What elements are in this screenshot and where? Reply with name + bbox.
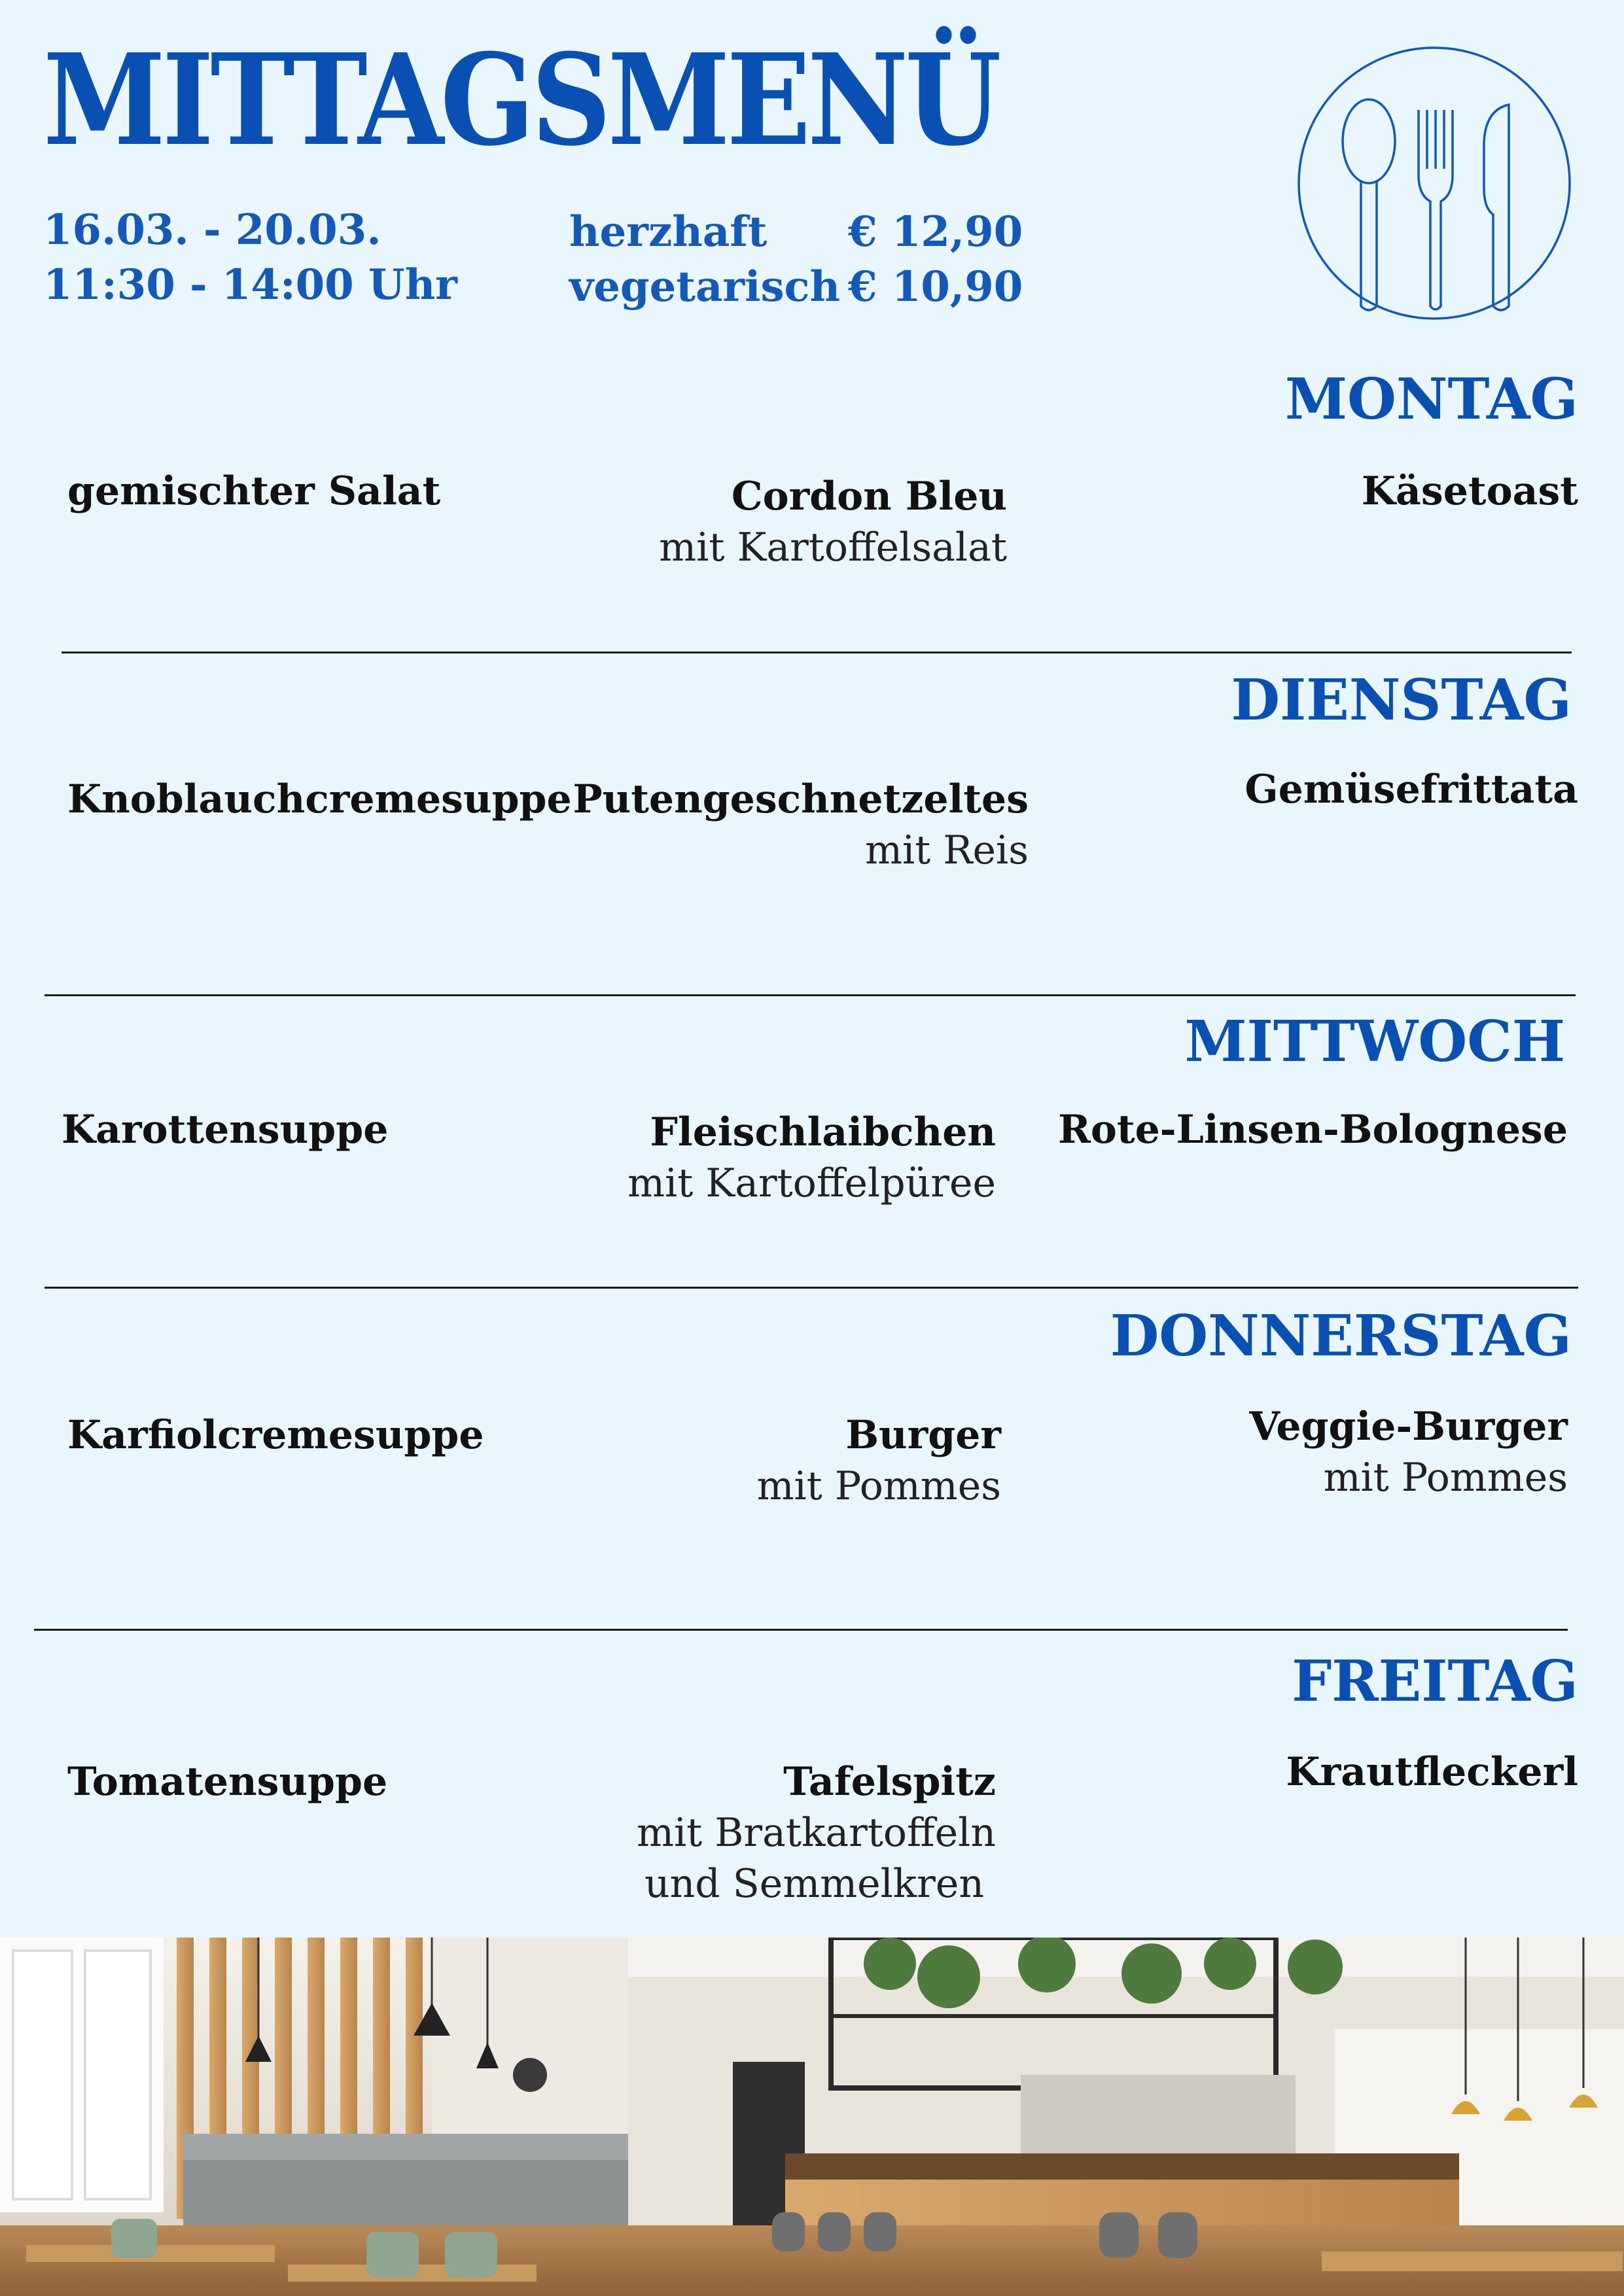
price-label-vegetarian: vegetarisch	[569, 262, 840, 311]
soup-thursday: Karfiolcremesuppe	[67, 1412, 484, 1458]
date-range: 16.03. - 20.03.	[43, 205, 381, 254]
price-label-hearty: herzhaft	[569, 207, 768, 256]
divider	[44, 1287, 1578, 1289]
main-dish-side: mit Pommes	[756, 1463, 1001, 1509]
soup-monday: gemischter Salat	[67, 468, 441, 514]
soup-wednesday: Karottensuppe	[62, 1107, 389, 1153]
main-dish-friday	[637, 1756, 996, 1909]
day-heading-thursday: DONNERSTAG	[1110, 1303, 1572, 1369]
main-dish-name: Cordon Bleu	[731, 474, 1007, 519]
veg-dish-monday: Käsetoast	[1361, 468, 1578, 514]
main-dish-side: mit Reis	[865, 827, 1029, 873]
main-dish-monday	[659, 471, 1007, 573]
veg-dish-tuesday: Gemüsefrittata	[1244, 767, 1578, 812]
veg-dish-friday: Krautfleckerl	[1286, 1749, 1578, 1795]
veg-dish-thursday	[1249, 1401, 1568, 1503]
price-labels	[569, 205, 840, 315]
main-dish-name: Putengeschnetzeltes	[573, 776, 1029, 822]
price-values	[848, 205, 1023, 315]
date-time-block	[43, 203, 457, 313]
day-heading-wednesday: MITTWOCH	[1184, 1009, 1565, 1075]
main-dish-name: Burger	[845, 1412, 1001, 1458]
divider	[34, 1629, 1568, 1631]
main-dish-name: Fleischlaibchen	[650, 1109, 996, 1155]
price-value-hearty: € 12,90	[848, 207, 1023, 256]
day-heading-monday: MONTAG	[1284, 366, 1578, 432]
day-heading-friday: FREITAG	[1292, 1648, 1578, 1714]
veg-dish-name: Veggie-Burger	[1249, 1404, 1568, 1450]
price-value-vegetarian: € 10,90	[848, 262, 1023, 311]
opening-hours: 11:30 - 14:00 Uhr	[43, 260, 457, 309]
main-dish-tuesday	[573, 774, 1029, 876]
veg-dish-wednesday: Rote-Linsen-Bolognese	[1057, 1107, 1568, 1153]
main-dish-side: und Semmelkren	[644, 1861, 984, 1907]
divider	[44, 994, 1576, 996]
main-dish-name: Tafelspitz	[783, 1759, 996, 1805]
main-dish-wednesday	[627, 1107, 996, 1209]
soup-friday: Tomatensuppe	[67, 1759, 388, 1805]
divider	[62, 652, 1572, 653]
veg-dish-side: mit Pommes	[1323, 1455, 1568, 1501]
menu-title: MITTAGSMENÜ	[43, 27, 998, 174]
day-heading-tuesday: DIENSTAG	[1231, 667, 1572, 733]
main-dish-thursday	[757, 1410, 1001, 1512]
soup-tuesday: Knoblauchcremesuppe	[67, 776, 572, 822]
cutlery-plate-icon	[1296, 44, 1573, 322]
restaurant-photo	[0, 1938, 1624, 2296]
main-dish-side: mit Bratkartoffeln	[637, 1810, 996, 1856]
main-dish-side: mit Kartoffelpüree	[627, 1160, 996, 1206]
main-dish-side: mit Kartoffelsalat	[659, 525, 1007, 570]
